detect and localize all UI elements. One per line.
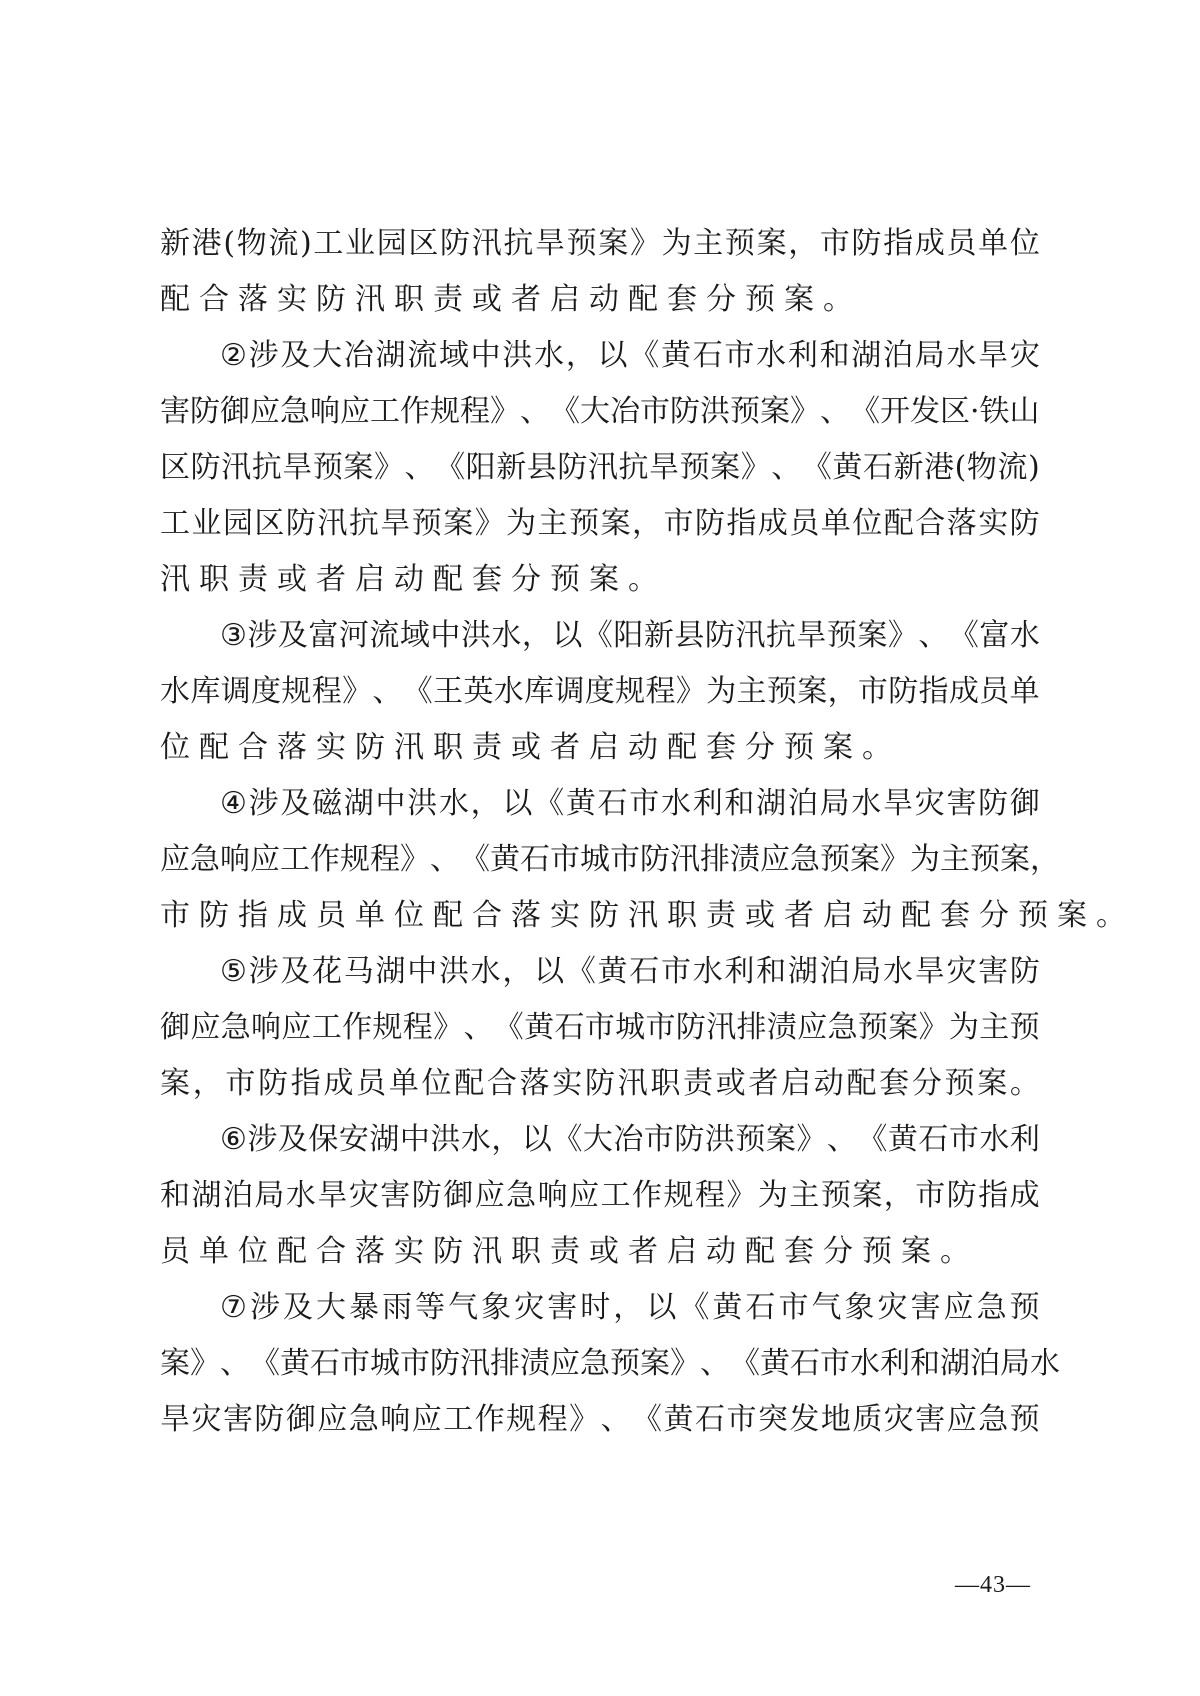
text-line: ④ 涉 及 磁 湖 中 洪 水 ， 以 《 黄 石 市 水 利 和 湖 泊 局 水 旱 灾 害 防 御 [220,786,1040,821]
paragraph-5 [160,944,1040,1112]
paragraph-3 [160,608,1040,776]
text-line: ⑤ 涉 及 花 马 湖 中 洪 水 ， 以 《 黄 石 市 水 利 和 湖 泊 局 水 旱 灾 害 防 [220,954,1040,989]
page-number: —43— [955,1572,1031,1598]
text-line: ⑥ 涉 及 保 安 湖 中 洪 水 ， 以 《 大 冶 市 防 洪 预 案 》 、 《 黄 石 市 水 利 [220,1122,1040,1157]
text-line: 配合落实防汛职责或者启动配套分预案。 [160,282,862,317]
text-line: 应 急 响 应 工 作 规 程 》 、 《 黄 石 市 城 市 防 汛 排 渍 应 急 预 案 》 为 主 预 案 ， [160,842,1060,877]
paragraph-2 [160,328,1040,608]
paragraph-7 [160,1280,1060,1448]
text-line: 案 ， 市 防 指 成 员 单 位 配 合 落 实 防 汛 职 责 或 者 启 动 配 套 分 预 案 。 [160,1066,1040,1101]
text-line: 工 业 园 区 防 汛 抗 旱 预 案 》 为 主 预 案 ， 市 防 指 成 员 单 位 配 合 落 实 防 [160,506,1040,541]
text-line: 案 》 、 《 黄 石 市 城 市 防 汛 排 渍 应 急 预 案 》 、 《 黄 石 市 水 利 和 湖 泊 局 水 [160,1346,1060,1381]
text-line: 汛职责或者启动配套分预案。 [160,562,667,597]
text-line: 和 湖 泊 局 水 旱 灾 害 防 御 应 急 响 应 工 作 规 程 》 为 主 预 案 ， 市 防 指 成 [160,1178,1040,1213]
document-body [160,216,1135,1448]
text-line: 新 港 ( 物 流 ) 工 业 园 区 防 汛 抗 旱 预 案 》 为 主 预 案 ， 市 防 指 成 员 单 位 [160,226,1040,261]
text-line: ② 涉 及 大 冶 湖 流 域 中 洪 水 ， 以 《 黄 石 市 水 利 和 湖 泊 局 水 旱 灾 [220,338,1040,373]
text-line: 员单位配合落实防汛职责或者启动配套分预案。 [160,1234,979,1269]
text-line: 御 应 急 响 应 工 作 规 程 》 、 《 黄 石 市 城 市 防 汛 排 渍 应 急 预 案 》 为 主 预 [160,1010,1040,1045]
text-line: 位配合落实防汛职责或者启动配套分预案。 [160,730,901,765]
text-line: ③ 涉 及 富 河 流 域 中 洪 水 ， 以 《 阳 新 县 防 汛 抗 旱 预 案 》 、 《 富 水 [220,618,1040,653]
text-line: 区 防 汛 抗 旱 预 案 》 、 《 阳 新 县 防 汛 抗 旱 预 案 》 、 《 黄 石 新 港 ( 物 流 ) [160,450,1040,485]
paragraph-1 [160,216,1040,328]
text-line: 水 库 调 度 规 程 》 、 《 王 英 水 库 调 度 规 程 》 为 主 预 案 ， 市 防 指 成 员 单 [160,674,1040,709]
text-line: ⑦ 涉 及 大 暴 雨 等 气 象 灾 害 时 ， 以 《 黄 石 市 气 象 灾 害 应 急 预 [220,1290,1040,1325]
paragraph-4 [160,776,1135,944]
text-line: 害 防 御 应 急 响 应 工 作 规 程 》 、 《 大 冶 市 防 洪 预 案 》 、 《 开 发 区 · 铁 山 [160,394,1040,429]
paragraph-6 [160,1112,1040,1280]
text-line: 市防指成员单位配合落实防汛职责或者启动配套分预案。 [160,898,1135,933]
text-line: 旱 灾 害 防 御 应 急 响 应 工 作 规 程 》 、 《 黄 石 市 突 发 地 质 灾 害 应 急 预 [160,1402,1040,1437]
